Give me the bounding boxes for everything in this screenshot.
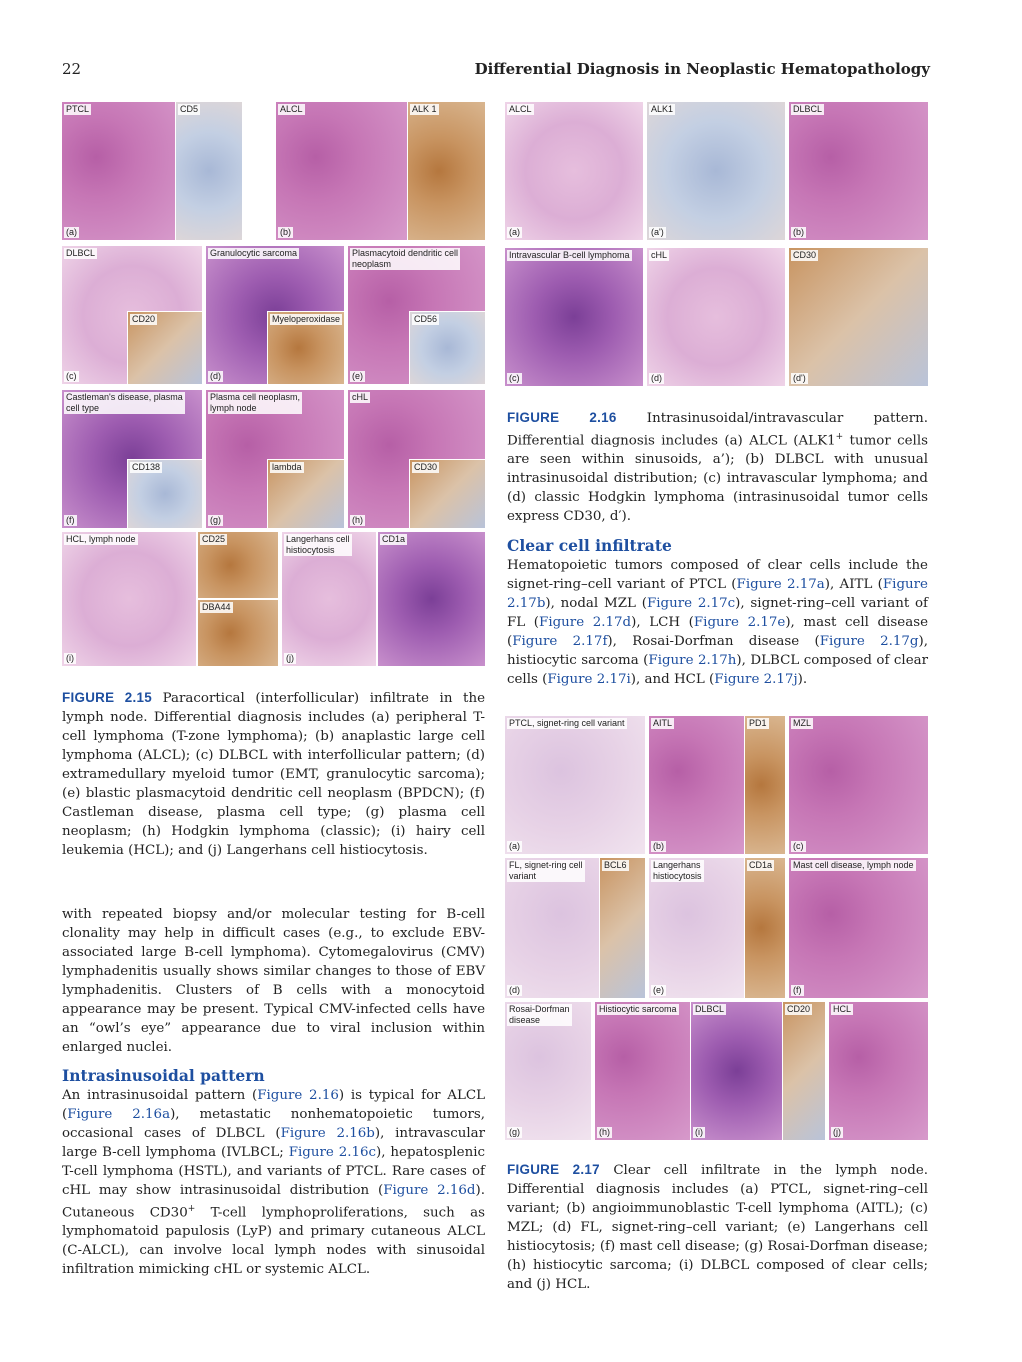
- panel-label: cHL: [352, 392, 369, 402]
- panel-label: CD56: [414, 314, 438, 324]
- text-run: ), histiocytic sarcoma (: [507, 634, 928, 668]
- figure-2-16-caption: [507, 408, 928, 526]
- panel-label: Langerhans histiocytosis: [653, 860, 702, 881]
- fig217-panel-2: [745, 716, 785, 854]
- fig215-panel-11: [128, 460, 202, 528]
- panel-label: Granulocytic sarcoma: [210, 248, 298, 258]
- panel-label: PTCL, signet-ring cell variant: [509, 718, 625, 728]
- panel-label: AITL: [653, 718, 673, 728]
- text-run: ) is typical for ALCL (: [62, 1088, 486, 1122]
- fig216-panel-3: [505, 248, 643, 386]
- panel-label: CD20: [132, 314, 156, 324]
- panel-label: CD1a: [382, 534, 406, 544]
- superscript: +: [835, 432, 844, 442]
- figure-link[interactable]: Figure 2.16c: [288, 1145, 377, 1160]
- panel-letter: (a): [66, 227, 77, 237]
- caption-text: Paracortical (interfollicular) infiltrate in the lymph node. Differential diagnosis includes (a) peripheral T-cell lymphoma (T-zone lymphoma); (b) anaplastic large cell lymphoma (ALCL); (c) DLBCL with interfollicular pattern; (d) extramedullary myeloid tumor (EMT, granulocytic sarcoma); (e) blastic plasmacytoid dendritic cell neoplasm (BPDCN); (f) Castleman disease, plasma cell type; (g) plasma cell neoplasm; (h) Hodgkin lymphoma (classic); (i) hairy cell leukemia (HCL); and (j) Langerhans cell histiocytosis.: [62, 691, 485, 858]
- text-run: ), mast cell disease (: [507, 615, 928, 649]
- panel-label: lambda: [272, 462, 302, 472]
- panel-label: cHL: [651, 250, 668, 260]
- text-run: ). Cutaneous CD30: [62, 1183, 485, 1221]
- figure-link[interactable]: Figure 2.17b: [507, 577, 928, 611]
- text-run: ), metastatic nonhematopoietic tumors, occasional cases of DLBCL (: [62, 1107, 485, 1141]
- fig217-panel-3: [789, 716, 928, 854]
- panel-label: Plasmacytoid dendritic cell neoplasm: [352, 248, 459, 269]
- text-run: ), and HCL (: [630, 672, 715, 687]
- panel-label: Histiocytic sarcoma: [599, 1004, 677, 1014]
- panel-label: ALCL: [509, 104, 532, 114]
- fig215-panel-2: [276, 102, 408, 240]
- fig215-panel-7: [268, 312, 344, 384]
- panel-label: BCL6: [604, 860, 627, 870]
- panel-label: MZL: [793, 718, 811, 728]
- panel-label: FL, signet-ring cell variant: [509, 860, 583, 881]
- panel-label: PD1: [749, 718, 767, 728]
- panel-label: Mast cell disease, lymph node: [793, 860, 914, 870]
- fig216-panel-5: [789, 248, 928, 386]
- panel-letter: (h): [352, 515, 363, 525]
- panel-label: ALCL: [280, 104, 303, 114]
- panel-letter: (g): [509, 1127, 520, 1137]
- panel-letter: (d'): [793, 373, 806, 383]
- panel-letter: (c): [66, 371, 77, 381]
- body-paragraph: with repeated biopsy and/or molecular testing for B-cell clonality may help in difficult cases (e.g., to exclude EBV-associated large B-cell lymphoma). Cytomegalovirus (CMV) lymphadenitis usually shows similar changes to those of EBV lymphadenitis. Clusters of B cells with a monocytoid appearance may be present. Typical CMV-infected cells have an “owl’s eye” appearance due to viral inclusion within enlarged nuclei.: [62, 907, 485, 1055]
- panel-label: Castleman's disease, plasma cell type: [66, 392, 183, 413]
- text-run: An intrasinusoidal pattern (: [62, 1088, 258, 1103]
- panel-letter: (e): [352, 371, 363, 381]
- fig217-panel-11: [691, 1002, 783, 1140]
- fig217-panel-7: [745, 858, 785, 998]
- figure-label: FIGURE 2.15: [62, 690, 153, 705]
- fig217-panel-12: [783, 1002, 825, 1140]
- panel-letter: (c): [509, 373, 520, 383]
- caption-text: Clear cell infiltrate in the lymph node. Differential diagnosis includes (a) PTCL, signet-ring–cell variant; (b) angioimmunoblastic T-cell lymphoma (AITL); (c) MZL; (d) FL, signet-ring–cell variant; (e) Langerhans cell histiocytosis; (f) mast cell disease; (g) Rosai-Dorfman disease; (h) histiocytic sarcoma; (i) DLBCL composed of clear cells; and (j) HCL.: [507, 1163, 929, 1292]
- fig217-panel-5: [600, 858, 645, 998]
- panel-label: CD30: [414, 462, 438, 472]
- panel-letter: (b): [793, 227, 804, 237]
- panel-label: CD5: [180, 104, 199, 114]
- panel-letter: (c): [793, 841, 804, 851]
- figure-label: FIGURE 2.17: [507, 1162, 600, 1177]
- panel-label: DLBCL: [695, 1004, 725, 1014]
- section-heading-intrasinusoidal: Intrasinusoidal pattern: [62, 1066, 265, 1085]
- panel-label: CD20: [787, 1004, 811, 1014]
- fig215-panel-5: [128, 312, 202, 384]
- panel-label: CD138: [132, 462, 161, 472]
- panel-label: Langerhans cell histiocytosis: [286, 534, 350, 555]
- fig216-panel-4: [647, 248, 785, 386]
- panel-letter: (d): [651, 373, 662, 383]
- fig217-panel-8: [789, 858, 928, 998]
- fig217-panel-1: [649, 716, 745, 854]
- panel-label: Plasma cell neoplasm, lymph node: [210, 392, 301, 413]
- fig215-panel-15: [410, 460, 485, 528]
- text-run: ).: [797, 672, 808, 687]
- text-run: ), AITL (: [824, 577, 883, 592]
- fig215-panel-16: [62, 532, 196, 666]
- panel-label: CD30: [793, 250, 817, 260]
- figure-2-15-caption: [62, 688, 485, 860]
- panel-label: Rosai-Dorfman disease: [509, 1004, 570, 1025]
- panel-letter: (a'): [651, 227, 664, 237]
- figure-label: FIGURE 2.16: [507, 410, 617, 425]
- panel-letter: (j): [286, 653, 294, 663]
- caption-text: Intrasinusoidal/intravascular pattern. Differential diagnosis includes (a) ALCL (ALK1: [507, 411, 929, 449]
- panel-label: DLBCL: [793, 104, 823, 114]
- text-run: ), intravascular large B-cell lymphoma (IVLBCL;: [62, 1126, 485, 1160]
- panel-letter: (i): [695, 1127, 703, 1137]
- panel-letter: (i): [66, 653, 74, 663]
- panel-letter: (f): [793, 985, 802, 995]
- panel-label: DBA44: [202, 602, 231, 612]
- figure-link[interactable]: Figure 2.16d: [383, 1183, 476, 1198]
- panel-label: CD25: [202, 534, 226, 544]
- fig217-panel-6: [649, 858, 745, 998]
- fig217-panel-13: [829, 1002, 928, 1140]
- panel-letter: (a): [509, 227, 520, 237]
- fig216-panel-2: [789, 102, 928, 240]
- fig215-panel-18: [198, 600, 278, 666]
- panel-label: ALK1: [651, 104, 674, 114]
- panel-label: Intravascular B-cell lymphoma: [509, 250, 630, 260]
- text-run: ), signet-ring–cell variant of FL (: [507, 596, 929, 630]
- fig215-panel-19: [282, 532, 376, 666]
- fig216-panel-0: [505, 102, 643, 240]
- figure-2-17-caption: [507, 1160, 928, 1294]
- figure-link[interactable]: Figure 2.17j: [714, 672, 798, 687]
- superscript: +: [187, 1204, 196, 1214]
- figure-link[interactable]: Figure 2.17a: [736, 577, 825, 592]
- running-header: Differential Diagnosis in Neoplastic Hematopathology: [474, 60, 930, 78]
- figure-link[interactable]: Figure 2.16a: [67, 1107, 171, 1122]
- panel-letter: (d): [210, 371, 221, 381]
- figure-link[interactable]: Figure 2.17g: [819, 634, 919, 649]
- text-run: ), LCH (: [631, 615, 694, 630]
- fig216-panel-1: [647, 102, 785, 240]
- intrasinusoidal-paragraph: [62, 1086, 485, 1279]
- figure-2-17: [505, 716, 928, 1140]
- panel-letter: (a): [509, 841, 520, 851]
- panel-letter: (e): [653, 985, 664, 995]
- fig215-panel-3: [408, 102, 485, 240]
- figure-link[interactable]: Figure 2.17h: [648, 653, 737, 668]
- figure-link[interactable]: Figure 2.17f: [512, 634, 608, 649]
- fig215-panel-17: [198, 532, 278, 598]
- text-run: ), nodal MZL (: [545, 596, 647, 611]
- text-run: ), DLBCL composed of clear cells (: [507, 653, 929, 687]
- panel-label: PTCL: [66, 104, 90, 114]
- fig217-panel-9: [505, 1002, 591, 1140]
- figure-link[interactable]: Figure 2.17c: [646, 596, 736, 611]
- figure-link[interactable]: Figure 2.16: [257, 1088, 339, 1103]
- panel-letter: (j): [833, 1127, 841, 1137]
- panel-label: HCL: [833, 1004, 852, 1014]
- figure-link[interactable]: Figure 2.17i: [547, 672, 631, 687]
- text-run: ), Rosai-Dorfman disease (: [607, 634, 820, 649]
- panel-letter: (h): [599, 1127, 610, 1137]
- panel-label: HCL, lymph node: [66, 534, 136, 544]
- panel-letter: (b): [653, 841, 664, 851]
- text-run: Hematopoietic tumors composed of clear cells include the signet-ring–cell variant of PTCL (: [507, 558, 928, 592]
- figure-2-15: [62, 102, 485, 666]
- page-number: 22: [62, 60, 82, 78]
- caption-text: tumor cells are seen within sinusoids, a’); (b) DLBCL with unusual intrasinusoidal distribution; (c) intravascular lymphoma; and (d) classic Hodgkin lymphoma (intrasinusoidal tumor cells express CD30, d′).: [507, 433, 928, 525]
- fig217-panel-10: [595, 1002, 691, 1140]
- panel-label: CD1a: [749, 860, 773, 870]
- text-run: ), hepatosplenic T-cell lymphoma (HSTL), and variants of PTCL. Rare cases of cHL may show intrasinusoidal distribution (: [62, 1145, 486, 1198]
- figure-link[interactable]: Figure 2.16b: [280, 1126, 375, 1141]
- section-heading-clear-cell: Clear cell infiltrate: [507, 536, 672, 555]
- panel-letter: (f): [66, 515, 75, 525]
- figure-link[interactable]: Figure 2.17e: [693, 615, 786, 630]
- panel-letter: (g): [210, 515, 221, 525]
- fig215-panel-0: [62, 102, 176, 240]
- fig215-panel-1: [176, 102, 242, 240]
- text-run: T-cell lymphoproliferations, such as lymphomatoid papulosis (LyP) and primary cutaneous ALCL (C-ALCL), can involve local lymph nodes with sinusoidal infiltration mimicking cHL or systemic ALCL.: [62, 1205, 485, 1278]
- fig217-panel-0: [505, 716, 645, 854]
- panel-letter: (b): [280, 227, 291, 237]
- panel-label: Myeloperoxidase: [272, 314, 341, 324]
- panel-label: ALK 1: [412, 104, 437, 114]
- fig215-panel-13: [268, 460, 344, 528]
- panel-label: DLBCL: [66, 248, 96, 258]
- fig215-panel-20: [378, 532, 485, 666]
- panel-letter: (d): [509, 985, 520, 995]
- figure-link[interactable]: Figure 2.17d: [539, 615, 632, 630]
- fig215-panel-9: [410, 312, 485, 384]
- figure-2-16: [505, 102, 928, 386]
- clear-cell-paragraph: [507, 556, 928, 689]
